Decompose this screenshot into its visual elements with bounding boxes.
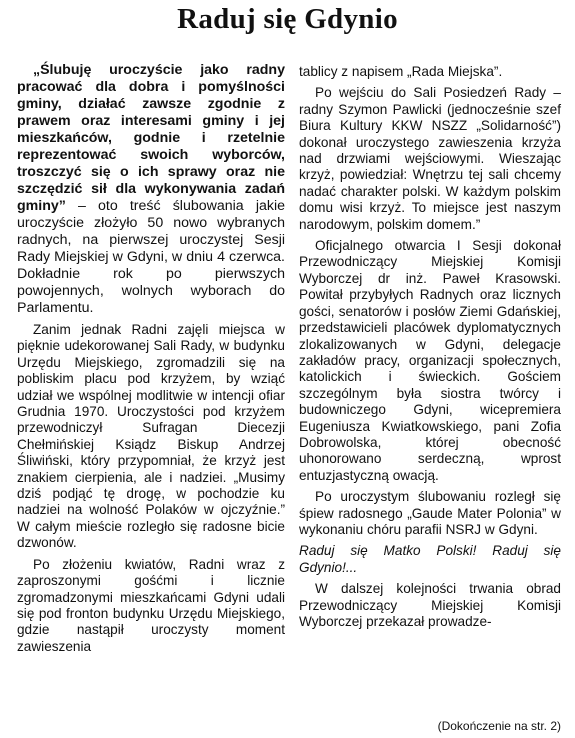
paragraph-5: Po wejściu do Sali Posiedzeń Rady – radny Szymon Pawlicki (jednocześnie szef Biura Kultury KKW NSZZ „Solidarność”) dokonał uroczystego zawieszenia krzyża nad drzwiami wejściowymi. Wieszając krzyż, powiedział: Wnętrzu tej sali chcemy nadać charakter polski. W każdym polskim domu wisi krzyż. To miejsce jest naszym narodowym, polskim domem.” bbox=[299, 85, 561, 232]
paragraph-4: tablicy z napisem „Rada Miejska”. bbox=[299, 64, 503, 79]
paragraph-6: Oficjalnego otwarcia I Sesji dokonał Przewodniczący Miejskiej Komisji Wyborczej dr inż. Paweł Krasowski. Powitał przybyłych Radnych oraz licznych gości, senatorów i posłów Ziemi Gdańskiej, przedstawicieli placówek dyplomatycznych zlokalizowanych w Gdyni, delegacje zakładów pracy, organizacji społecznych, katolickich i świeckich. Gościem szczególnym była siostra twórcy i budowniczego Gdyni, wicepremiera Eugeniusza Kwiatkowskiego, pani Zofia Dobrowolska, której obecność uhonorowano serdeczną, wprost entuzjastyczną owacją. bbox=[299, 238, 561, 483]
paragraph-2: Zanim jednak Radni zajęli miejsca w pięknie udekorowanej Sali Rady, w budynku Urzędu Miejskiego, zgromadzili się na pobliskim placu pod krzyżem, by wziąć udział we wspólnej modlitwie w intencji ofiar Grudnia 1970. Uroczystości pod krzyżem przewodniczył Sufragan Diecezji Chełmińskiej Ksiądz Biskup Andrzej Śliwiński, który przypomniał, że krzyż jest znakiem cierpienia, ale i nadziei. „Musimy dziś podjąć tę drogę, w pochodzie ku nadziei na wolność Polaków w ojczyźnie.” W całym mieście rozległo się radosne bicie dzwonów. bbox=[17, 322, 285, 551]
paragraph-9: W dalszej kolejności trwania obrad Przewodniczący Miejskiej Komisji Wyborczej przekazał prowadze- bbox=[299, 581, 561, 629]
oath-text: „Ślubuję uroczyście jako radny pracować dla dobra i pomyślności gminy, działać zawsze zgodnie z prawem oraz interesami gminy i jej mieszkańców, godnie i rzetelnie reprezentować swoich wyborców, troszczyć się o ich sprawy oraz nie szczędzić sił dla wykonywania zadań gminy” bbox=[17, 62, 285, 214]
paragraph-3: Po złożeniu kwiatów, Radni wraz z zaproszonymi gośćmi i licznie zgromadzonymi mieszkańcami Gdyni udali się pod fronton budynku Urzędu Miejskiego, gdzie nastąpił uroczysty moment zawieszenia bbox=[17, 556, 285, 654]
continuation-note: (Dokończenie na str. 2) bbox=[437, 719, 561, 733]
lead-paragraph bbox=[17, 62, 285, 317]
column-right bbox=[299, 64, 561, 635]
paragraph-7: Po uroczystym ślubowaniu rozległ się śpiew radosnego „Gaude Mater Polonia” w wykonaniu chóru parafii NSRJ w Gdyni. bbox=[299, 489, 561, 537]
article-title: Raduj się Gdynio bbox=[177, 3, 398, 35]
paragraph-8: Raduj się Matko Polski! Raduj się Gdynio!... bbox=[299, 543, 561, 575]
lead-rest: – oto treść ślubowania jakie uroczyście złożyło 50 nowo wybranych radnych, na pierwszej uroczystej Sesji Rady Miejskiej w Gdyni, w dniu 4 czerwca. Dokładnie rok po pierwszych powojennych, wolnych wyborach do Parlamentu. bbox=[17, 198, 285, 316]
column-left bbox=[17, 62, 285, 660]
